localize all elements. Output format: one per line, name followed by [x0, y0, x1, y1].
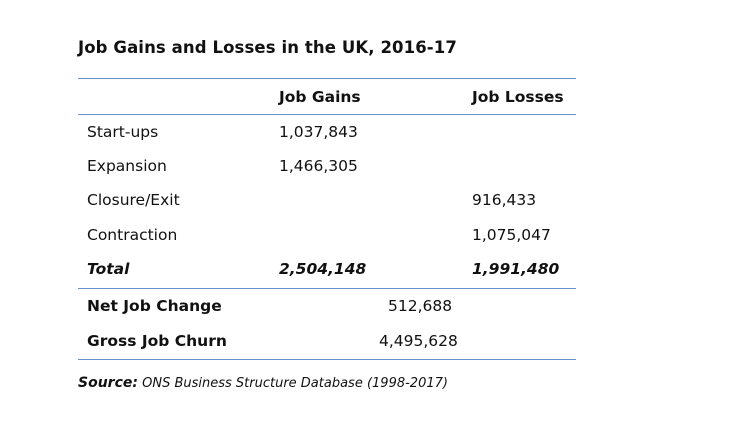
- source-label: Source:: [78, 375, 138, 391]
- total-rule: [78, 288, 576, 289]
- source-text: ONS Business Structure Database (1998-2017): [142, 376, 448, 391]
- header-rule: [78, 114, 576, 115]
- net-job-change-value: 512,688: [388, 297, 453, 315]
- gross-job-churn-value: 4,495,628: [379, 332, 458, 350]
- header-job-gains: Job Gains: [279, 88, 361, 106]
- row-gains-expansion: 1,466,305: [279, 157, 358, 175]
- row-losses-closure-exit: 916,433: [472, 191, 537, 209]
- row-losses-contraction: 1,075,047: [472, 226, 551, 244]
- header-job-losses: Job Losses: [472, 88, 564, 106]
- row-label-closure-exit: Closure/Exit: [87, 191, 180, 209]
- net-job-change-label: Net Job Change: [87, 297, 222, 315]
- table-title: Job Gains and Losses in the UK, 2016-17: [78, 38, 457, 57]
- source-note: [78, 375, 448, 391]
- total-label: Total: [87, 260, 130, 278]
- gross-job-churn-label: Gross Job Churn: [87, 332, 227, 350]
- bottom-rule: [78, 359, 576, 360]
- row-label-expansion: Expansion: [87, 157, 167, 175]
- row-label-start-ups: Start-ups: [87, 123, 159, 141]
- total-losses: 1,991,480: [472, 260, 560, 278]
- row-label-contraction: Contraction: [87, 226, 178, 244]
- row-gains-start-ups: 1,037,843: [279, 123, 358, 141]
- total-gains: 2,504,148: [279, 260, 367, 278]
- top-rule: [78, 78, 576, 79]
